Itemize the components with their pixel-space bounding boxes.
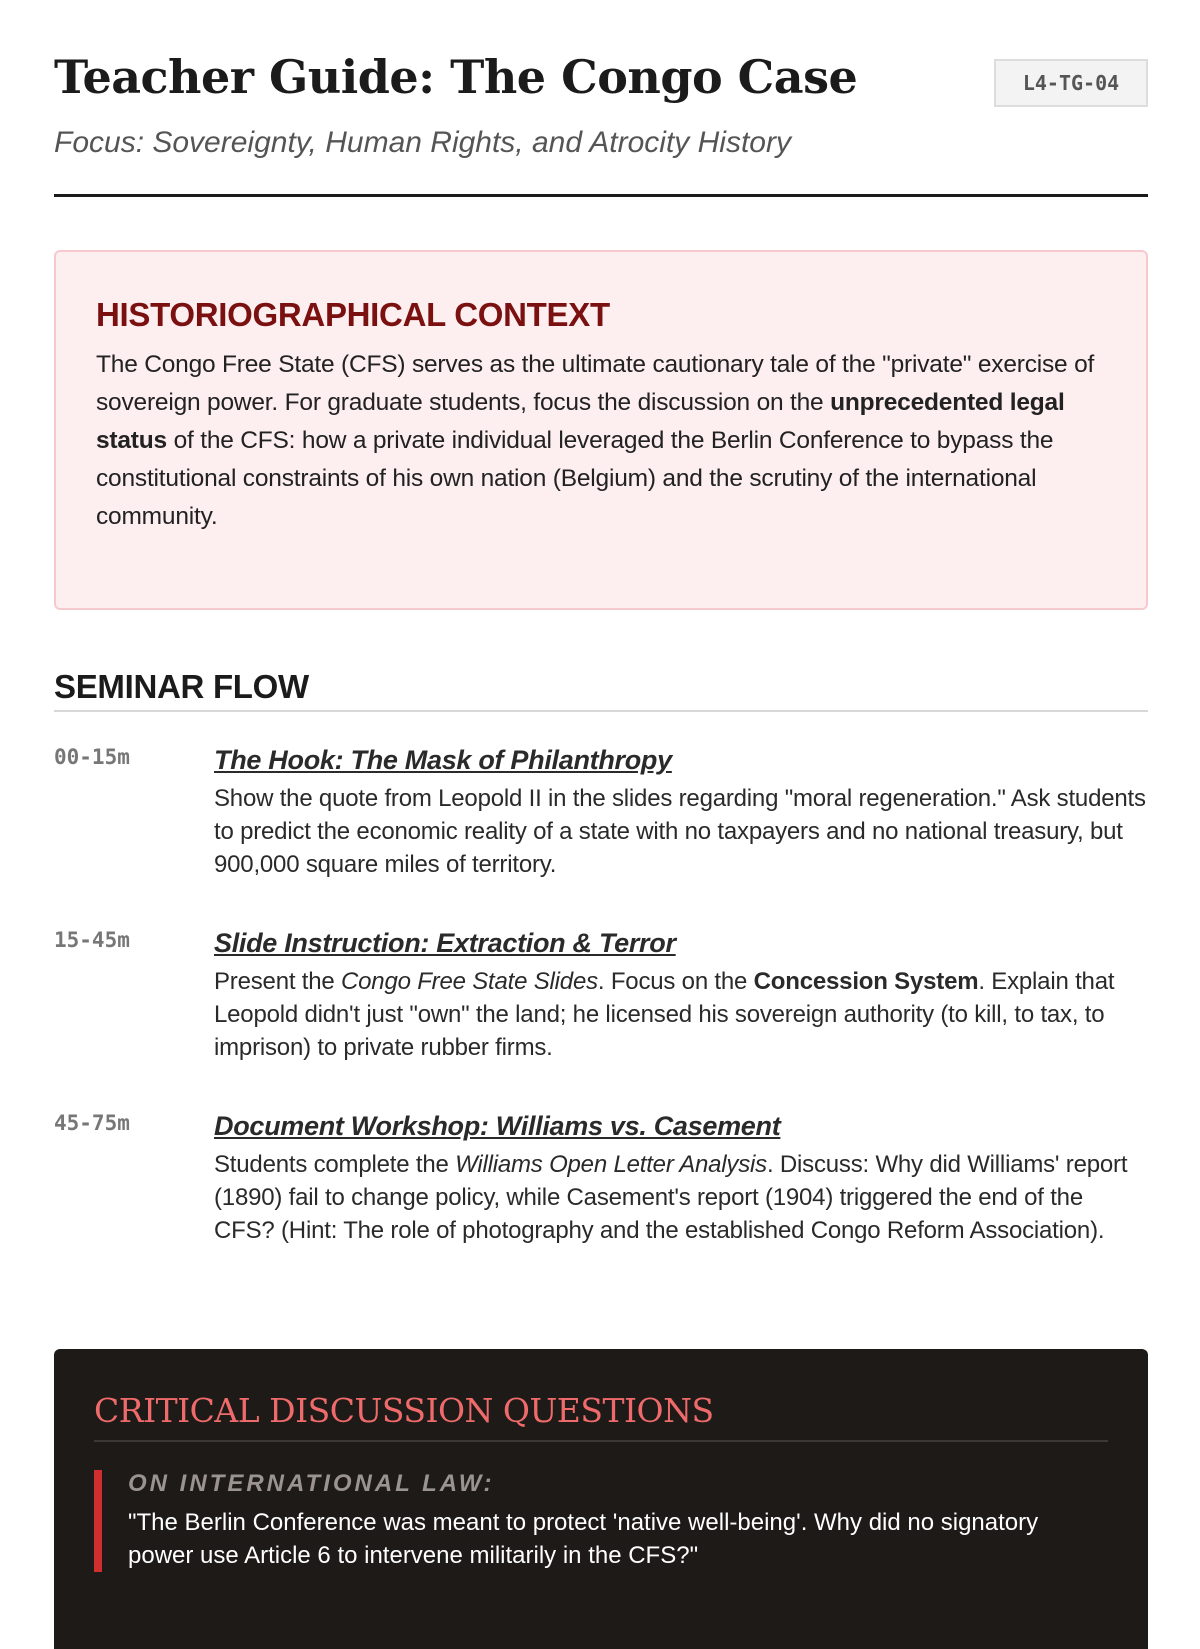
teacher-guide-page [54, 0, 1148, 1569]
step-time: 45-75m [54, 1111, 130, 1135]
question-text: "The Berlin Conference was meant to protect 'native well-being'. Why did no signatory power use Article 6 to intervene militarily in the CFS?" [128, 1509, 1039, 1569]
step-text-1: Students complete the [214, 1151, 456, 1178]
page-title: Teacher Guide: The Congo Case [54, 50, 858, 104]
seminar-flow-header [54, 668, 1148, 712]
step-text-3: . Explain that Leopold didn't just "own" the land; he licensed his sovereign authority (to kill, to tax, to imprison) to private rubber firms. [214, 968, 1115, 1061]
step-italic: Congo Free State Slides [341, 968, 598, 995]
context-bold: unprecedented legal status [96, 389, 1065, 454]
step-text-2: . Focus on the [597, 968, 754, 995]
step-title: Document Workshop: Williams vs. Casement [214, 1111, 781, 1141]
step-body [214, 745, 1148, 881]
step-bold: Concession System [753, 968, 979, 995]
context-paragraph [96, 346, 1106, 536]
step-text: Show the quote from Leopold II in the slides regarding "moral regeneration." Ask students to predict the economic reality of a state with no taxpayers and no national treasury, but 900,000 square miles of territory. [214, 785, 1146, 878]
guide-header [54, 0, 1148, 197]
context-text-1: The Congo Free State (CFS) serves as the ultimate cautionary tale of the "private" exercise of sovereign power. For graduate students, focus the discussion on the [96, 351, 1095, 416]
question-item [94, 1470, 1108, 1572]
critical-questions-panel [54, 1349, 1148, 1649]
seminar-flow-heading: SEMINAR FLOW [54, 668, 309, 705]
step-text [214, 965, 1148, 1064]
step-body [214, 928, 1148, 1064]
question-label: ON INTERNATIONAL LAW: [128, 1470, 495, 1497]
historiographical-context-box [54, 250, 1148, 610]
step-title: Slide Instruction: Extraction & Terror [214, 928, 676, 958]
page-subtitle: Focus: Sovereignty, Human Rights, and Atrocity History [54, 126, 791, 159]
step-text [214, 1148, 1148, 1247]
step-text-1: Present the [214, 968, 342, 995]
guide-code-badge: L4-TG-04 [994, 59, 1148, 107]
step-italic: Williams Open Letter Analysis [455, 1151, 767, 1178]
step-body [214, 1111, 1148, 1247]
context-text-2: of the CFS: how a private individual leveraged the Berlin Conference to bypass the constitutional constraints of his own nation (Belgium) and the scrutiny of the international community. [96, 427, 1054, 530]
questions-heading: CRITICAL DISCUSSION QUESTIONS [94, 1391, 1108, 1442]
step-time: 00-15m [54, 745, 130, 769]
step-time: 15-45m [54, 928, 130, 952]
step-text-2: . Discuss: Why did Williams' report (1890) fail to change policy, while Casement's report (1904) triggered the end of the CFS? (Hint: The role of photography and the established Congo Reform Association). [214, 1151, 1128, 1244]
step-title: The Hook: The Mask of Philanthropy [214, 745, 672, 775]
context-heading: HISTORIOGRAPHICAL CONTEXT [96, 296, 610, 333]
